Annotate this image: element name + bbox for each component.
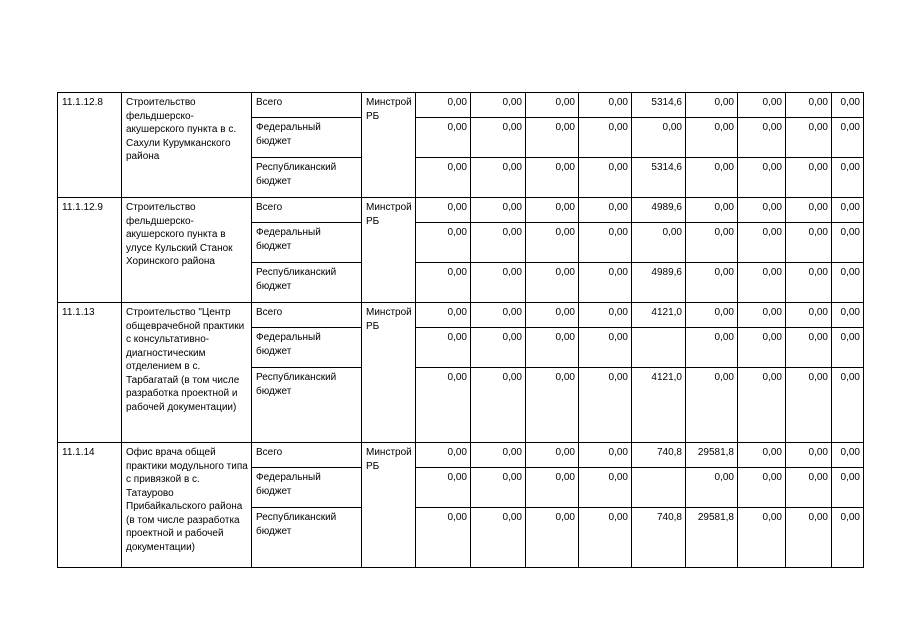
amount-cell: 0,00 [526, 368, 579, 443]
amount-cell: 0,00 [832, 263, 864, 303]
amount-cell: 0,00 [416, 263, 471, 303]
amount-cell: 4989,6 [632, 263, 686, 303]
amount-cell: 0,00 [579, 443, 632, 468]
amount-cell: 0,00 [738, 223, 786, 263]
amount-cell: 0,00 [686, 223, 738, 263]
amount-cell: 0,00 [786, 468, 832, 508]
table-row [58, 198, 864, 223]
amount-cell: 0,00 [579, 263, 632, 303]
amount-cell: 0,00 [579, 368, 632, 443]
amount-cell: 0,00 [786, 443, 832, 468]
amount-cell: 0,00 [686, 468, 738, 508]
table-row [58, 93, 864, 118]
amount-cell: 4121,0 [632, 303, 686, 328]
amount-cell: 0,00 [832, 508, 864, 568]
amount-cell: 0,00 [786, 198, 832, 223]
item-name: Офис врача общей практики модульного типа с привязкой в с. Татаурово Прибайкальского района (в том числе разработка проектной и рабочей документации) [122, 443, 252, 568]
amount-cell: 0,00 [416, 118, 471, 158]
amount-cell: 0,00 [526, 158, 579, 198]
amount-cell: 0,00 [786, 223, 832, 263]
amount-cell: 0,00 [471, 303, 526, 328]
amount-cell: 0,00 [526, 443, 579, 468]
amount-cell: 5314,6 [632, 158, 686, 198]
amount-cell: 0,00 [416, 508, 471, 568]
funding-source: Республиканский бюджет [252, 263, 362, 303]
amount-cell: 0,00 [738, 93, 786, 118]
executor: Минстрой РБ [362, 198, 416, 303]
amount-cell: 0,00 [579, 223, 632, 263]
amount-cell: 0,00 [786, 118, 832, 158]
budget-table [57, 92, 864, 568]
amount-cell: 0,00 [738, 368, 786, 443]
funding-source: Всего [252, 198, 362, 223]
amount-cell: 740,8 [632, 443, 686, 468]
amount-cell: 5314,6 [632, 93, 686, 118]
executor: Минстрой РБ [362, 443, 416, 568]
funding-source: Федеральный бюджет [252, 468, 362, 508]
funding-source: Республиканский бюджет [252, 158, 362, 198]
amount-cell: 0,00 [786, 368, 832, 443]
amount-cell: 4121,0 [632, 368, 686, 443]
funding-source: Всего [252, 93, 362, 118]
amount-cell: 0,00 [471, 468, 526, 508]
amount-cell: 0,00 [416, 223, 471, 263]
amount-cell: 0,00 [832, 158, 864, 198]
amount-cell: 0,00 [471, 198, 526, 223]
amount-cell: 0,00 [832, 443, 864, 468]
amount-cell: 0,00 [526, 198, 579, 223]
amount-cell: 740,8 [632, 508, 686, 568]
amount-cell: 0,00 [471, 328, 526, 368]
amount-cell: 0,00 [471, 158, 526, 198]
amount-cell: 0,00 [738, 198, 786, 223]
item-name: Строительство фельдшерско-акушерского пункта в с. Сахули Курумканского района [122, 93, 252, 198]
table-body [58, 93, 864, 568]
amount-cell: 0,00 [738, 468, 786, 508]
executor: Минстрой РБ [362, 303, 416, 443]
amount-cell: 0,00 [738, 118, 786, 158]
amount-cell: 0,00 [579, 508, 632, 568]
amount-cell: 0,00 [686, 158, 738, 198]
amount-cell: 0,00 [416, 468, 471, 508]
amount-cell: 0,00 [579, 198, 632, 223]
item-name: Строительство "Центр общеврачебной практики с консультативно-диагностическим отделением в с. Тарбагатай (в том числе разработка проектной и рабочей документации) [122, 303, 252, 443]
amount-cell: 0,00 [416, 303, 471, 328]
amount-cell: 0,00 [416, 158, 471, 198]
amount-cell: 0,00 [579, 328, 632, 368]
amount-cell: 0,00 [416, 328, 471, 368]
item-code: 11.1.14 [58, 443, 122, 568]
item-code: 11.1.12.8 [58, 93, 122, 198]
amount-cell: 0,00 [686, 118, 738, 158]
amount-cell: 0,00 [526, 303, 579, 328]
amount-cell: 0,00 [471, 368, 526, 443]
amount-cell: 0,00 [832, 93, 864, 118]
amount-cell: 0,00 [526, 93, 579, 118]
amount-cell: 0,00 [471, 118, 526, 158]
amount-cell: 0,00 [471, 263, 526, 303]
amount-cell: 0,00 [738, 158, 786, 198]
funding-source: Республиканский бюджет [252, 368, 362, 443]
amount-cell: 0,00 [632, 223, 686, 263]
amount-cell: 0,00 [786, 158, 832, 198]
item-name: Строительство фельдшерско-акушерского пункта в улусе Кульский Станок Хоринского района [122, 198, 252, 303]
amount-cell: 0,00 [579, 118, 632, 158]
amount-cell: 0,00 [786, 263, 832, 303]
amount-cell: 0,00 [738, 303, 786, 328]
funding-source: Федеральный бюджет [252, 328, 362, 368]
amount-cell: 0,00 [832, 118, 864, 158]
amount-cell: 0,00 [786, 303, 832, 328]
amount-cell: 29581,8 [686, 443, 738, 468]
amount-cell: 0,00 [832, 223, 864, 263]
amount-cell: 0,00 [686, 93, 738, 118]
table-row [58, 303, 864, 328]
amount-cell: 0,00 [526, 263, 579, 303]
amount-cell: 0,00 [738, 263, 786, 303]
amount-cell: 0,00 [832, 303, 864, 328]
funding-source: Республиканский бюджет [252, 508, 362, 568]
amount-cell: 0,00 [832, 198, 864, 223]
amount-cell: 0,00 [471, 443, 526, 468]
amount-cell: 0,00 [738, 508, 786, 568]
amount-cell: 0,00 [786, 508, 832, 568]
amount-cell: 0,00 [632, 118, 686, 158]
amount-cell: 0,00 [579, 93, 632, 118]
amount-cell: 0,00 [686, 368, 738, 443]
amount-cell: 0,00 [786, 93, 832, 118]
amount-cell: 0,00 [579, 468, 632, 508]
amount-cell: 0,00 [526, 118, 579, 158]
funding-source: Всего [252, 443, 362, 468]
amount-cell: 0,00 [416, 443, 471, 468]
amount-cell [632, 468, 686, 508]
amount-cell: 0,00 [686, 263, 738, 303]
amount-cell: 0,00 [832, 368, 864, 443]
amount-cell: 0,00 [686, 303, 738, 328]
amount-cell: 0,00 [471, 508, 526, 568]
amount-cell [632, 328, 686, 368]
amount-cell: 0,00 [471, 223, 526, 263]
amount-cell: 4989,6 [632, 198, 686, 223]
amount-cell: 29581,8 [686, 508, 738, 568]
amount-cell: 0,00 [416, 93, 471, 118]
funding-source: Всего [252, 303, 362, 328]
amount-cell: 0,00 [471, 93, 526, 118]
amount-cell: 0,00 [526, 468, 579, 508]
amount-cell: 0,00 [738, 443, 786, 468]
amount-cell: 0,00 [526, 508, 579, 568]
amount-cell: 0,00 [832, 468, 864, 508]
funding-source: Федеральный бюджет [252, 223, 362, 263]
amount-cell: 0,00 [579, 303, 632, 328]
amount-cell: 0,00 [786, 328, 832, 368]
table-row [58, 443, 864, 468]
amount-cell: 0,00 [738, 328, 786, 368]
executor: Минстрой РБ [362, 93, 416, 198]
amount-cell: 0,00 [526, 223, 579, 263]
amount-cell: 0,00 [526, 328, 579, 368]
amount-cell: 0,00 [416, 368, 471, 443]
funding-source: Федеральный бюджет [252, 118, 362, 158]
amount-cell: 0,00 [686, 328, 738, 368]
item-code: 11.1.12.9 [58, 198, 122, 303]
amount-cell: 0,00 [579, 158, 632, 198]
amount-cell: 0,00 [832, 328, 864, 368]
item-code: 11.1.13 [58, 303, 122, 443]
amount-cell: 0,00 [686, 198, 738, 223]
amount-cell: 0,00 [416, 198, 471, 223]
